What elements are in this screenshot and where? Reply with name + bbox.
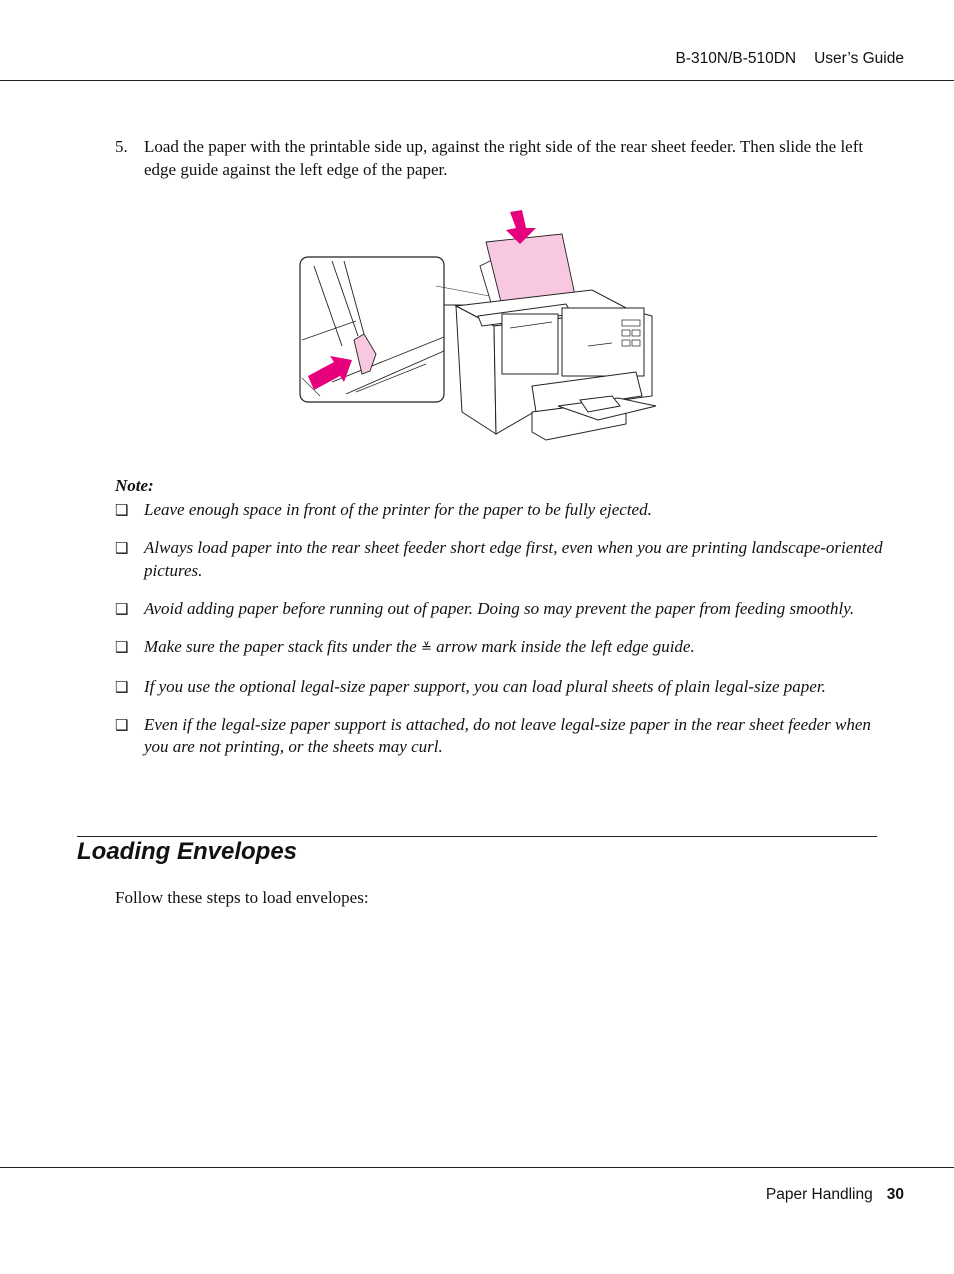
note-item [115, 499, 885, 522]
note-text: Leave enough space in front of the printer for the paper to be fully ejected. [144, 500, 652, 519]
section-title: Loading Envelopes [77, 838, 298, 865]
stack-limit-mark-icon: ≚ [420, 640, 432, 656]
checkbox-bullet-icon: ❑ [115, 599, 129, 618]
checkbox-bullet-icon: ❑ [115, 539, 129, 557]
header-guide-title: User’s Guide [814, 50, 904, 67]
footer-section: Paper Handling [765, 1186, 873, 1203]
header-divider [0, 80, 954, 81]
note-text: Avoid adding paper before running out of paper. Doing so may prevent the paper from feeding smoothly. [144, 598, 855, 618]
section-intro: Follow these steps to load envelopes: [115, 888, 369, 907]
page-footer [766, 1186, 904, 1204]
checkbox-bullet-icon: ❑ [115, 715, 129, 734]
footer-divider [0, 1167, 954, 1168]
note-text [144, 636, 885, 661]
page-number: 30 [886, 1186, 904, 1203]
checkbox-bullet-icon: ❑ [115, 637, 129, 656]
note-item [115, 714, 885, 759]
note-label: Note: [115, 476, 154, 495]
step-text: Load the paper with the printable side up, against the right side of the rear sheet feeder. Then slide the left edge guide against the left edge of the paper. [144, 137, 864, 179]
printer-illustration [296, 206, 662, 451]
note-item [115, 676, 885, 699]
step-number: 5. [115, 137, 128, 156]
page-header [676, 50, 905, 68]
header-model: B-310N/B-510DN [675, 50, 797, 67]
note-text: If you use the optional legal-size paper support, you can load plural sheets of plain legal-size paper. [144, 676, 826, 696]
note-text: Always load paper into the rear sheet feeder short edge first, even when you are printing landscape-oriented pictures. [144, 538, 883, 580]
note-text-after: arrow mark inside the left edge guide. [431, 636, 695, 656]
note-item [115, 636, 885, 661]
checkbox-bullet-icon: ❑ [115, 501, 129, 519]
note-text: Even if the legal-size paper support is attached, do not leave legal-size paper in the rear sheet feeder when you are not printing, or the sheets may curl. [144, 714, 871, 756]
note-text-before: Make sure the paper stack fits under the [144, 636, 421, 656]
printer-loading-figure [296, 206, 662, 451]
note-item [115, 537, 885, 582]
step-5 [115, 136, 885, 181]
note-item [115, 598, 885, 621]
section-divider [77, 836, 877, 837]
checkbox-bullet-icon: ❑ [115, 677, 129, 696]
note-list [115, 499, 885, 774]
